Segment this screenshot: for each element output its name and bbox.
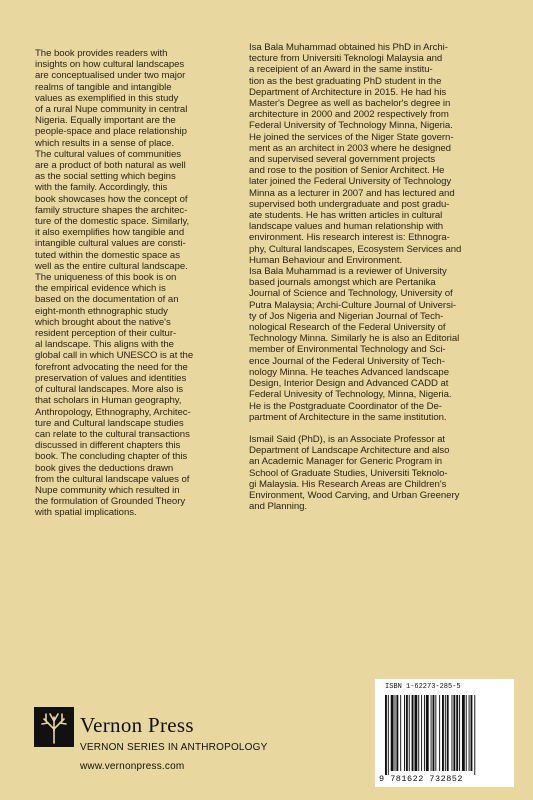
text-line: insights on how cultural landscapes [35, 59, 185, 71]
text-line: are a product of both natural as well [35, 160, 186, 172]
text-line: Nigeria. Equally important are the [35, 115, 176, 127]
barcode-bar [391, 695, 394, 771]
text-line: a receipient of an Award in the same institu- [249, 64, 433, 76]
barcode-bar [412, 695, 414, 771]
text-line: resident perception of their cultur- [35, 328, 177, 340]
book-description [35, 48, 240, 519]
barcode-digits: 9 781622 732852 [379, 774, 464, 784]
text-line: discussed in different chapters this [35, 440, 181, 452]
text-line: intangible cultural values are consti- [35, 238, 186, 250]
text-line: Federal Univesity of Technology, Minna, Nigeria. [249, 389, 452, 401]
text-line: preservation of values and identities [35, 372, 187, 384]
text-line: Department of Landscape Architecture and also [249, 445, 450, 457]
text-line: tecture from Universiti Teknologi Malaysia and [249, 53, 443, 65]
text-line: Isa Bala Muhammad obtained his PhD in Archi- [249, 42, 448, 53]
text-line: and supervised several government projects [249, 154, 436, 166]
barcode-bar [404, 695, 405, 771]
barcode-bar [474, 695, 475, 775]
text-line: are conceptualised under two major [35, 70, 186, 82]
barcode-bar [431, 695, 432, 771]
text-line: ence Journal of the Federal University of Tech- [249, 355, 445, 367]
barcode-bar [456, 695, 458, 771]
barcode-bar [424, 695, 425, 771]
text-line: and rose to the position of Senior Architect. He [249, 165, 445, 177]
text-line: an Academic Manager for Generic Program in [249, 456, 443, 468]
text-line: the empirical evidence which is [35, 283, 166, 295]
text-line: can relate to the cultural transactions [35, 428, 190, 440]
barcode-bar [400, 695, 401, 771]
text-line: supervised both undergraduate and post gradu- [249, 198, 450, 210]
barcode-bar [395, 695, 396, 771]
text-line: landscape values and human relationship with [249, 221, 444, 233]
publisher-website[interactable]: www.vernonpress.com [80, 761, 185, 772]
barcode-bar [459, 695, 460, 771]
barcode-bar [388, 695, 389, 775]
text-line: ty of Jos Nigeria and Nigerian Journal of Tech- [249, 310, 444, 322]
text-line: School of Graduate Studies, Universiti Teknolo- [249, 467, 448, 479]
text-line: ture and Cultural landscape studies [35, 417, 184, 429]
text-line: people-space and place relationship [35, 126, 187, 138]
text-line: gi Malaysia. His Research Areas are Children's [249, 478, 447, 490]
text-line: al landscape. This aligns with the [35, 339, 174, 351]
text-line: from the cultural landscape values of [35, 473, 190, 485]
text-line: Isa Bala Muhammad is a reviewer of University [249, 266, 447, 278]
text-line: Design, Interior Design and Advanced CADD at [249, 378, 449, 390]
text-line: He joined the services of the Niger State govern- [249, 131, 454, 143]
series-name: VERNON SERIES IN ANTHROPOLOGY [80, 742, 268, 753]
tree-branch-logo-icon [34, 707, 74, 747]
text-line: which results in a sense of place. [35, 137, 175, 149]
text-line: ture of the domestic space. Similarly, [35, 216, 190, 228]
text-line: Nupe community which resulted in [35, 484, 180, 496]
text-line: Minna as a lecturer in 2007 and has lectured and [249, 187, 455, 199]
text-line: book. The concluding chapter of this [35, 451, 188, 463]
text-line: environment. His research interest is: Ethnogra- [249, 232, 450, 244]
text-line: He is the Postgraduate Coordinator of the De- [249, 400, 442, 412]
text-line: Environment, Wood Carving, and Urban Greenery [249, 489, 460, 501]
barcode-bar [452, 695, 453, 771]
text-line: later joined the Federal University of Technology [249, 176, 452, 188]
barcode-bar [409, 695, 410, 771]
author-bio-muhammad [249, 42, 509, 423]
barcode-bar [447, 695, 449, 771]
text-line: Federal University of Technology Minna, Nigeria. [249, 120, 453, 132]
barcode-bar [469, 695, 470, 771]
author-bios [249, 42, 509, 512]
text-line: the formulation of Grounded Theory [35, 496, 186, 508]
barcode-bar [442, 695, 444, 771]
text-line: it also exemplifies how tangible and [35, 227, 185, 239]
barcode-bar [433, 695, 435, 771]
text-line: Journal of Science and Technology, University of [249, 288, 453, 300]
barcode-bar [406, 695, 408, 771]
publisher-name: Vernon Press [80, 713, 194, 737]
text-line: that scholars in Human geography, [35, 395, 182, 407]
text-line: global call in which UNESCO is at the [35, 350, 194, 362]
text-line: with spatial implications. [35, 507, 137, 519]
barcode-bar [471, 695, 473, 771]
text-line: eight-month ethnographic study [35, 305, 168, 317]
text-line: nological Research of the Federal University of [249, 322, 446, 334]
barcode-bar [426, 695, 429, 771]
text-line: forefront advocating the need for the [35, 361, 188, 373]
isbn-label: ISBN 1-62273-285-5 [385, 683, 461, 691]
barcode-bar [439, 695, 440, 771]
barcode-bar [445, 695, 446, 771]
barcode-bar [462, 695, 465, 771]
barcode-bar [453, 695, 455, 771]
text-line: and Planning. [249, 501, 308, 513]
author-bio-said [249, 434, 509, 512]
text-line: Putra Malaysia; Archi-Culture Journal of Universi- [249, 299, 457, 311]
text-line: of a rural Nupe community in central [35, 104, 188, 116]
barcode-bar [385, 695, 387, 775]
text-line: architecture in 2000 and 2002 respectively from [249, 109, 449, 121]
text-line: Master's Degree as well as bachelor's degree in [249, 98, 451, 110]
text-line: of cultural landscapes. More also is [35, 384, 184, 396]
text-line: nology Minna. He teaches Advanced landscape [249, 366, 449, 378]
barcode-bars [385, 695, 507, 775]
barcode-bar [466, 695, 467, 771]
text-line: with the family. Accordingly, this [35, 182, 168, 194]
barcode-bar [414, 695, 417, 771]
text-line: tuted within the domestic space as [35, 249, 180, 261]
text-line: tion as the best graduating PhD student in the [249, 75, 442, 87]
text-line: The cultural values of communities [35, 148, 182, 160]
text-line: based on the documentation of an [35, 294, 179, 306]
text-line: book showcases how the concept of [35, 193, 188, 205]
text-line: Human Behaviour and Environment. [249, 254, 403, 266]
text-line: ment as an architect in 2003 where he designed [249, 142, 451, 154]
text-line: The uniqueness of this book is on [35, 272, 177, 284]
text-line: values as exemplified in this study [35, 92, 179, 104]
text-line: Ismail Said (PhD), is an Associate Professor at [249, 433, 445, 445]
barcode-bar [396, 695, 398, 771]
text-line: which brought about the native's [35, 316, 171, 328]
barcode-bar [435, 695, 436, 771]
text-line: phy, Cultural landscapes, Ecosystem Services and [249, 243, 462, 255]
barcode-bar [418, 695, 419, 771]
text-line: book gives the deductions drawn [35, 462, 174, 474]
text-line: partment of Architecture in the same institution. [249, 411, 447, 423]
text-line: The book provides readers with [35, 48, 168, 59]
text-line: Department of Architecture in 2015. He had his [249, 86, 447, 98]
text-line: realms of tangible and intangible [35, 81, 172, 93]
text-line: member of Environmental Technology and Sci- [249, 344, 446, 356]
text-line: Anthropology, Ethnography, Architec- [35, 406, 191, 418]
text-line: family structure shapes the architec- [35, 204, 188, 216]
text-line: ate students. He has written articles in cultural [249, 210, 443, 222]
text-line: Technology Minna. Similarly he is also an Editorial [249, 333, 460, 345]
text-line: based journals amongst which are Pertanika [249, 277, 436, 289]
barcode-bar [421, 695, 422, 771]
text-line: as the social setting which begins [35, 171, 176, 183]
text-line: well as the entire cultural landscape. [35, 260, 188, 272]
